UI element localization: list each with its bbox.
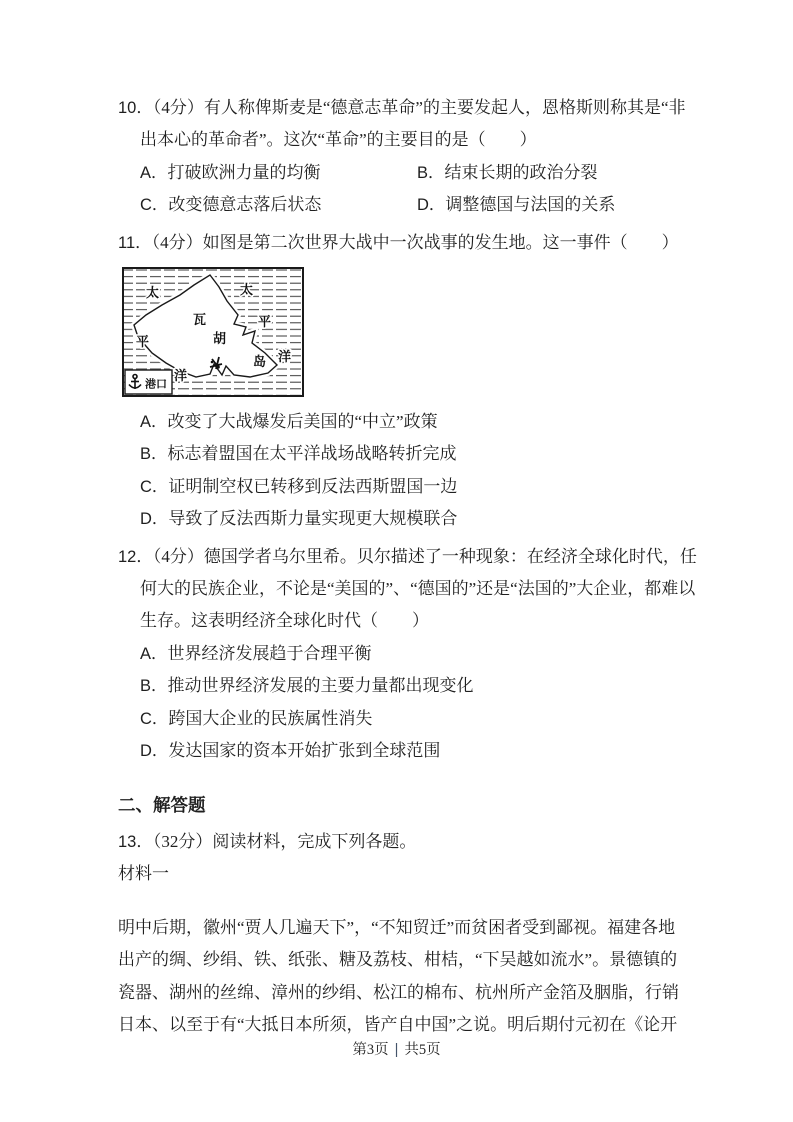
question-12-option-b [140, 670, 683, 702]
option-d-label: D． [140, 742, 169, 761]
option-a-label: A． [140, 413, 168, 432]
question-11-option-d [140, 503, 683, 535]
option-c-text: 改变德意志落后状态 [168, 195, 322, 215]
oahu-island-map [122, 267, 304, 397]
question-10-stem-line-1 [118, 92, 686, 124]
material-1-line-3: 瓷器、湖州的丝绵、漳州的纱绢、松江的棉布、杭州所产金箔及胭脂，行销 [118, 982, 679, 1002]
question-13-stem-text: （32分）阅读材料，完成下列各题。 [152, 831, 417, 851]
question-12-option-c [140, 703, 683, 735]
question-10-number: 10． [118, 99, 153, 117]
page-footer [0, 1038, 793, 1059]
question-11-option-c [140, 471, 683, 503]
question-10 [118, 92, 686, 222]
map-svg [122, 267, 304, 397]
option-d-text: 导致了反法西斯力量实现更大规模联合 [168, 509, 458, 529]
question-10-option-d [417, 189, 615, 221]
material-1-line-1: 明中后期，徽州“贾人几遍天下”，“不知贸迁”而贫困者受到鄙视。福建各地 [118, 917, 676, 937]
question-11 [118, 227, 683, 536]
question-11-stem-line-1 [118, 227, 683, 259]
question-10-stem-line-2: 出本心的革命者”。这次“革命”的主要目的是（ ） [140, 130, 537, 150]
section-2-title: 二、解答题 [118, 794, 206, 815]
option-a-text: 改变了大战爆发后美国的“中立”政策 [167, 412, 438, 432]
option-d-label: D． [140, 510, 169, 529]
footer-page-number: 第3页 [352, 1042, 389, 1058]
question-10-options-row-2 [140, 189, 683, 221]
option-d-text: 发达国家的资本开始扩张到全球范围 [168, 741, 441, 761]
question-11-option-a [140, 406, 683, 438]
question-10-option-c [140, 189, 417, 221]
question-12-stem-text-1: （4分）德国学者乌尔里希。贝尔描述了一种现象：在经济全球化时代，任 [152, 546, 697, 566]
material-1-line-2: 出产的绸、纱绢、铁、纸张、糖及荔枝、柑桔，“下吴越如流水”。景德镇的 [118, 950, 678, 970]
question-12-stem-line-1 [118, 541, 697, 573]
option-d-text: 调整德国与法国的关系 [445, 195, 616, 215]
option-c-text: 证明制空权已转移到反法西斯盟国一边 [168, 476, 458, 496]
option-c-label: C． [140, 709, 169, 728]
option-c-label: C． [140, 196, 169, 215]
question-11-number: 11． [118, 233, 152, 252]
map-legend [125, 370, 172, 394]
island-char-wa: 瓦 [193, 312, 207, 328]
question-13 [118, 826, 683, 1041]
option-b-label: B． [417, 163, 445, 182]
island-char-dao: 岛 [253, 354, 267, 370]
ocean-char-tai-right: 太 [240, 282, 254, 298]
option-d-label: D． [417, 196, 446, 215]
option-a-text: 世界经济发展趋于合理平衡 [167, 643, 372, 663]
question-11-stem-text-1: （4分）如图是第二次世界大战中一次战事的发生地。这一事件（ ） [151, 232, 679, 252]
ocean-char-ping-right: 平 [258, 314, 272, 330]
material-1-line-4: 日本、以至于有“大抵日本所须，皆产自中国”之说。明后期付元初在《论开 [118, 1014, 678, 1034]
island-char-hu: 胡 [213, 331, 227, 347]
question-10-stem-text-1: （4分）有人称俾斯麦是“德意志革命”的主要发起人，恩格斯则称其是“非 [152, 98, 686, 117]
question-13-number: 13． [118, 832, 153, 851]
question-12-stem-line-2: 何大的民族企业，不论是“美国的”、“德国的”还是“法国的”大企业，都难以 [140, 579, 696, 599]
option-b-label: B． [140, 445, 168, 464]
question-12-option-a [140, 638, 683, 670]
material-1-label: 材料一 [118, 864, 169, 884]
option-b-text: 推动世界经济发展的主要力量都出现变化 [167, 676, 474, 696]
question-10-option-b [417, 157, 598, 189]
ocean-char-ping-left: 平 [136, 334, 150, 350]
material-1-paragraph [118, 912, 683, 1042]
ocean-char-yang-left: 洋 [174, 368, 188, 384]
legend-label: 港口 [145, 378, 167, 391]
question-13-stem [118, 826, 683, 858]
ocean-char-tai-left: 太 [146, 285, 160, 301]
footer-separator: | [394, 1042, 399, 1058]
question-10-option-a [140, 157, 417, 189]
question-12 [118, 541, 697, 768]
option-c-text: 跨国大企业的民族属性消失 [168, 708, 373, 728]
option-a-label: A． [140, 644, 168, 663]
question-10-options-row-1 [140, 157, 683, 189]
question-12-stem-line-3: 生存。这表明经济全球化时代（ ） [140, 611, 429, 631]
ocean-char-yang-right: 洋 [278, 349, 292, 365]
option-c-label: C． [140, 477, 169, 496]
option-b-text: 结束长期的政治分裂 [444, 162, 598, 182]
question-11-option-b [140, 438, 683, 470]
question-12-number: 12． [118, 547, 153, 566]
option-a-text: 打破欧洲力量的均衡 [167, 162, 321, 182]
footer-total-pages: 共5页 [404, 1042, 441, 1058]
option-b-label: B． [140, 677, 168, 696]
option-a-label: A． [140, 163, 168, 182]
option-b-text: 标志着盟国在太平洋战场战略转折完成 [167, 444, 457, 464]
question-12-option-d [140, 735, 683, 767]
